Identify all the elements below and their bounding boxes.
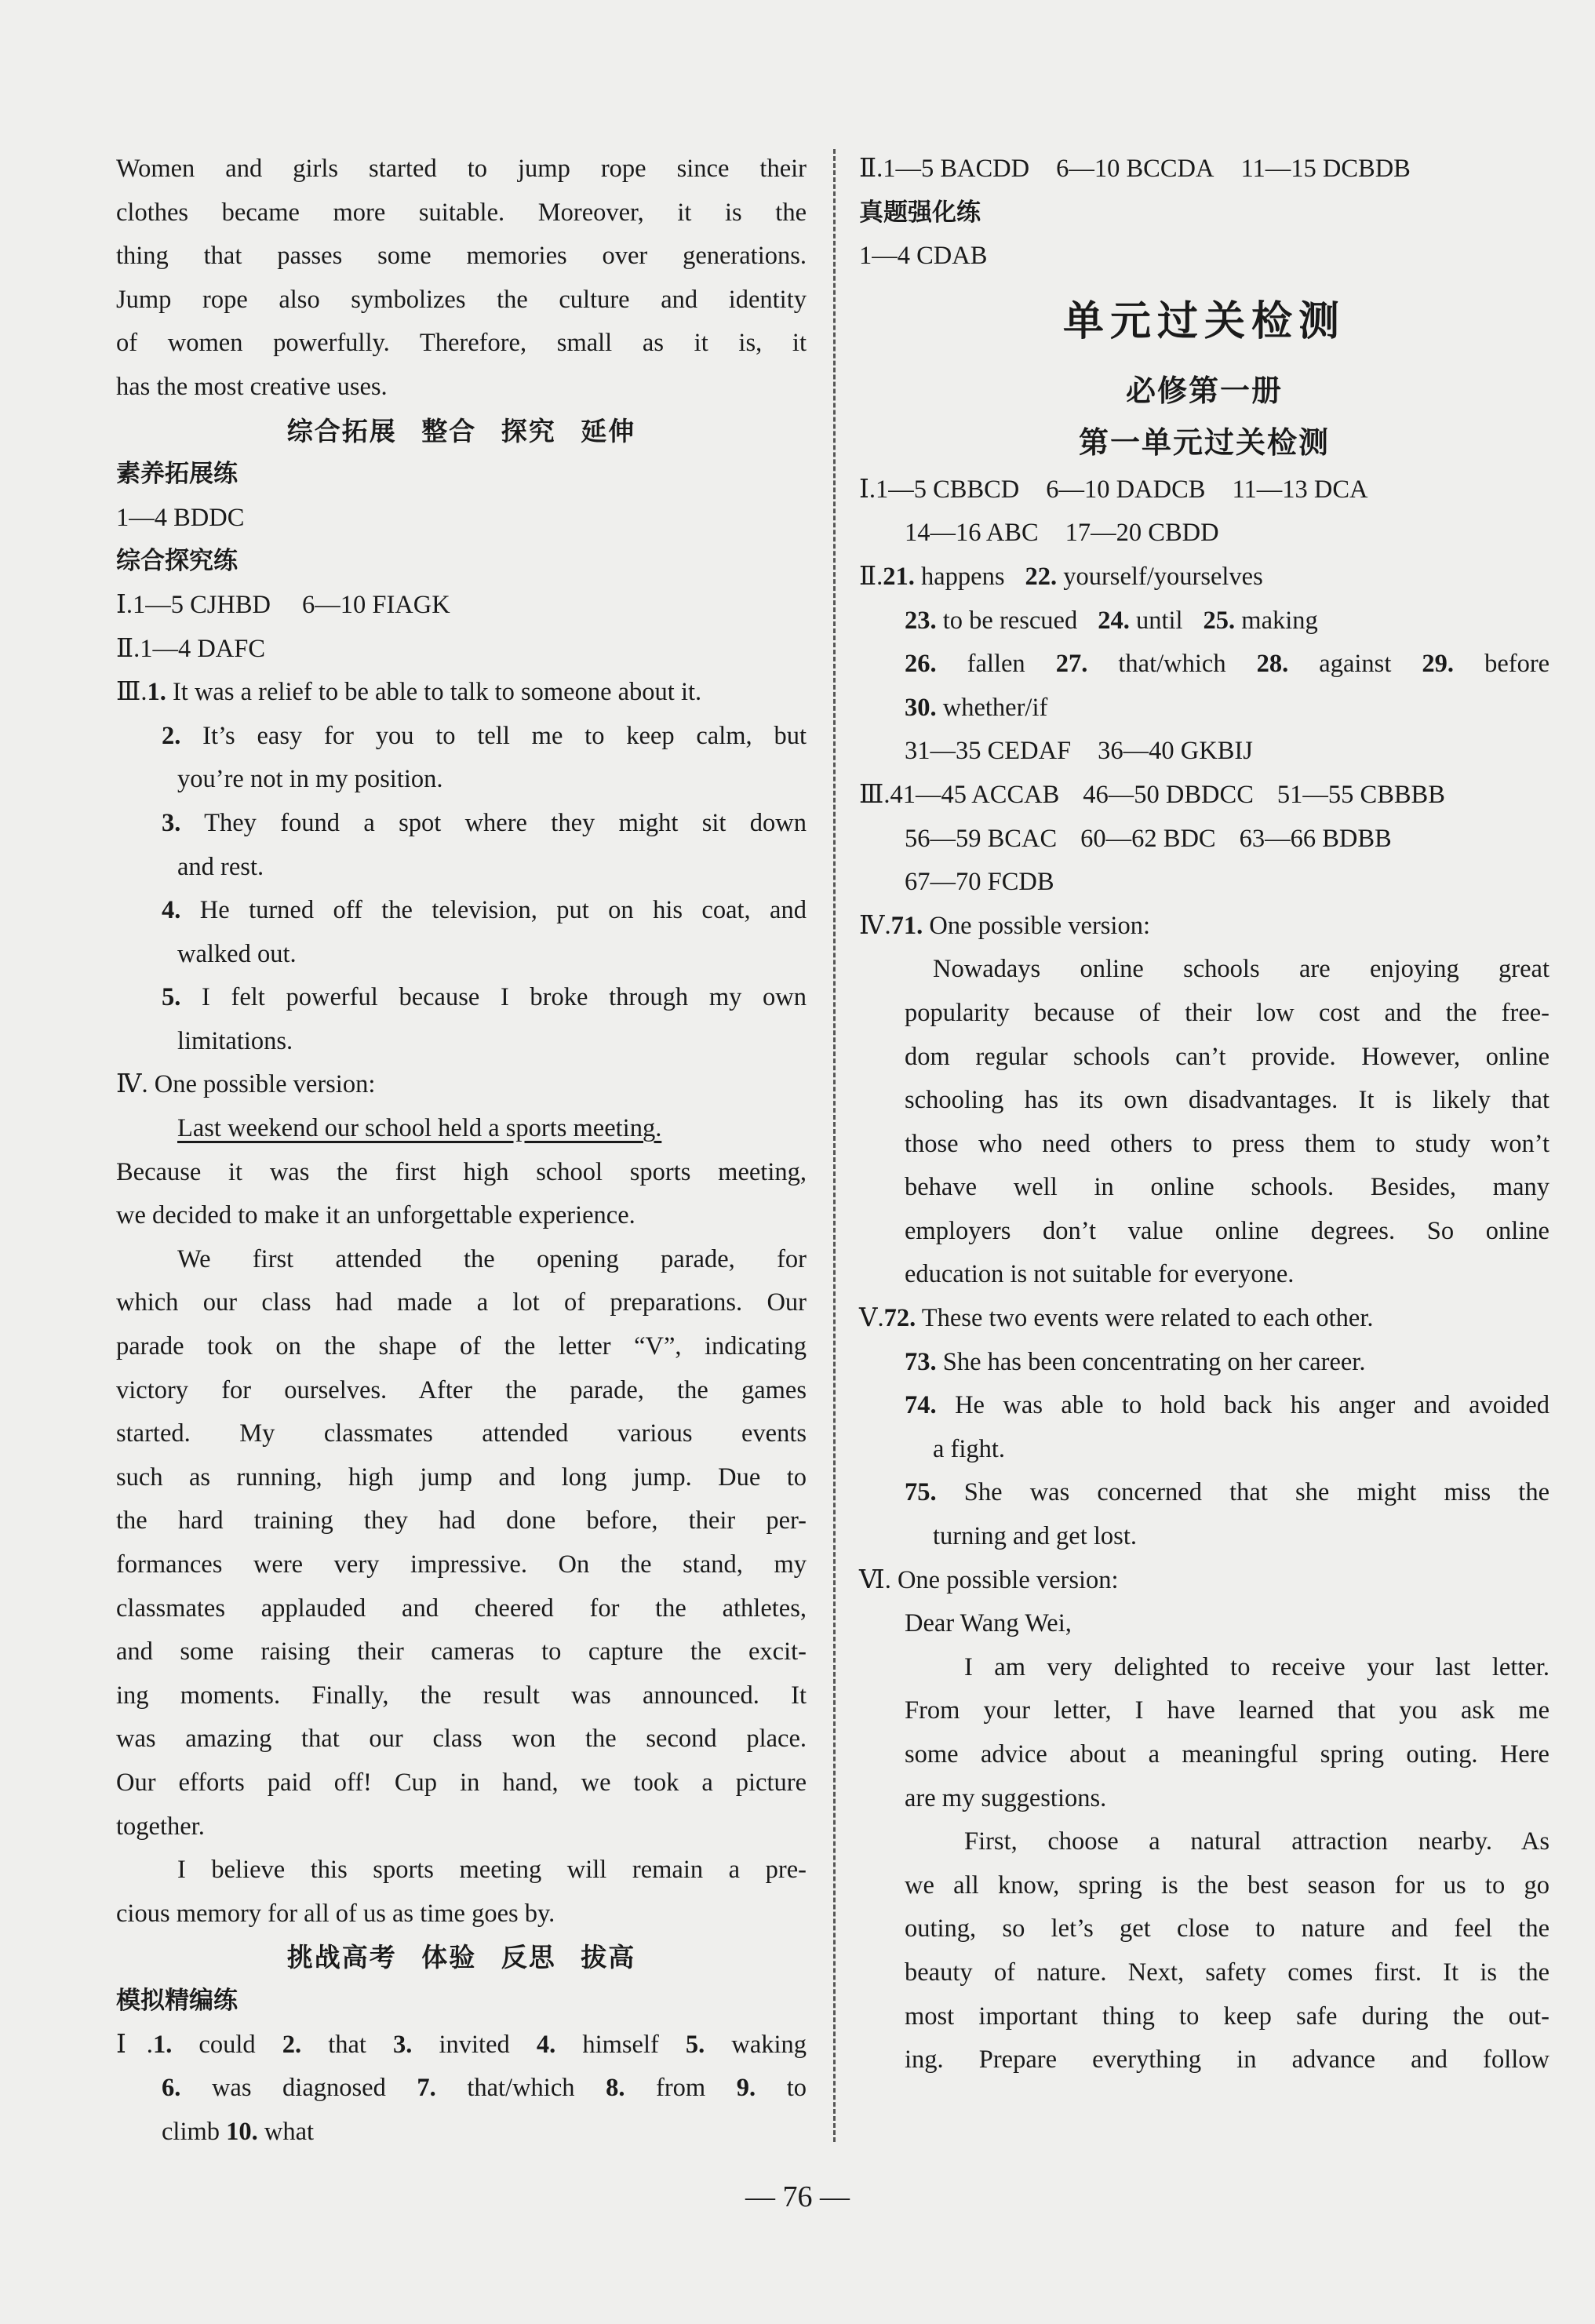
answer-line	[859, 730, 1549, 774]
answer-word: whether/if	[942, 693, 1048, 722]
item-number: 30.	[905, 693, 937, 722]
answer-word: was diagnosed	[211, 2074, 386, 2103]
item-number: 4.	[536, 2030, 556, 2059]
subsection-heading: 综合探究练	[116, 547, 238, 576]
item-number: 6.	[162, 2074, 181, 2103]
item-number: 7.	[417, 2074, 436, 2103]
sentence: It’s easy for you to tell me to keep calm, but	[202, 721, 807, 750]
answer-line	[859, 1297, 1549, 1341]
answer-item: 63—66 BDBB	[1239, 824, 1392, 853]
answer-word: to be rescued	[942, 606, 1078, 635]
essay-line: Our efforts paid off! Cup in hand, we took a picture	[116, 1768, 807, 1797]
letter-line: ing. Prepare everything in advance and follow	[905, 2045, 1549, 2074]
item-number: 1.	[152, 2030, 173, 2059]
item-number: 75.	[905, 1478, 937, 1507]
item-number: 21.	[883, 562, 915, 591]
subsection-heading: 素养拓展练	[116, 460, 238, 489]
answer-word: that/which	[467, 2074, 575, 2103]
item-number: 10.	[226, 2117, 258, 2146]
answer-line	[859, 774, 1549, 818]
item-number: 74.	[905, 1391, 937, 1420]
answer-word: himself	[582, 2030, 659, 2059]
letter-line: I am very delighted to receive your last letter.	[964, 1652, 1549, 1681]
essay-line: together.	[116, 1812, 205, 1841]
right-column	[859, 148, 1549, 2082]
essay-line: I believe this sports meeting will remain a pre-	[177, 1856, 807, 1885]
item-number: 2.	[282, 2030, 302, 2059]
item-number: 71.	[890, 911, 923, 940]
essay-line: schooling has its own disadvantages. It is likely that	[905, 1086, 1549, 1115]
answer-line: 67—70 FCDB	[905, 868, 1054, 897]
answer-word: happens	[920, 562, 1005, 591]
essay-line: the hard training they had done before, their per-	[116, 1506, 807, 1535]
answer-line: Ⅵ. One possible version:	[859, 1565, 1119, 1594]
text-line: clothes became more suitable. Moreover, it is the	[116, 198, 807, 227]
text-line: has the most creative uses.	[116, 372, 388, 401]
answer-word: to	[786, 2074, 807, 2103]
answer-line: a fight.	[933, 1434, 1006, 1463]
section-heading: 挑战高考 体验 反思 拔高	[286, 1942, 636, 1973]
essay-line	[116, 1107, 807, 1151]
answer-line	[116, 584, 807, 628]
sentence: They found a spot where they might sit down	[204, 808, 807, 837]
sentence: She has been concentrating on her career.	[942, 1347, 1366, 1376]
unit-title: 第一单元过关检测	[1078, 424, 1330, 460]
answer-item: 6—10 DADCB	[1046, 475, 1206, 504]
answer-item: 6—10 BCCDA	[1056, 155, 1214, 183]
item-number: 25.	[1203, 606, 1236, 635]
answer-line	[859, 148, 1549, 191]
answer-word: fallen	[967, 650, 1025, 679]
page-number: — 76 —	[745, 2180, 850, 2213]
essay-line: employers don’t value online degrees. So online	[905, 1216, 1549, 1245]
item-number: 5.	[162, 983, 181, 1012]
answer-line	[116, 671, 807, 715]
item-number: 23.	[905, 606, 937, 635]
answer-line: limitations.	[177, 1026, 293, 1055]
essay-line: classmates applauded and cheered for the athletes,	[116, 1594, 807, 1623]
essay-line: dom regular schools can’t provide. However, online	[905, 1042, 1549, 1071]
test-title: 单元过关检测	[1062, 297, 1346, 345]
answer-line	[116, 889, 807, 933]
essay-line: education is not suitable for everyone.	[905, 1260, 1295, 1289]
column-divider	[833, 149, 836, 2142]
essay-line: ing moments. Finally, the result was announced. It	[116, 1681, 807, 1710]
essay-line: formances were very impressive. On the stand, my	[116, 1550, 807, 1579]
essay-line: started. My classmates attended various events	[116, 1419, 807, 1448]
answer-line	[859, 687, 1549, 730]
answer-word: that	[328, 2030, 366, 2059]
letter-line: are my suggestions.	[905, 1783, 1107, 1812]
essay-line: was amazing that our class won the second place.	[116, 1725, 807, 1754]
answer-line	[116, 976, 807, 1020]
item-number: 9.	[736, 2074, 756, 2103]
answer-word: against	[1319, 650, 1392, 679]
answer-item: 31—35 CEDAF	[905, 737, 1072, 766]
roman-label: Ⅳ.	[859, 911, 891, 940]
answer-word: making	[1241, 606, 1318, 635]
essay-line: victory for ourselves. After the parade, the games	[116, 1375, 807, 1404]
essay-line: popularity because of their low cost and the free-	[905, 998, 1549, 1027]
letter-line: outing, so let’s get close to nature and feel the	[905, 1914, 1549, 1943]
roman-label: Ⅲ.	[116, 678, 147, 707]
answer-line	[859, 643, 1549, 687]
essay-line: such as running, high jump and long jump. Due to	[116, 1463, 807, 1492]
answer-item: 46—50 DBDCC	[1083, 780, 1254, 809]
item-number: 8.	[606, 2074, 625, 2103]
subsection-heading: 真题强化练	[859, 198, 981, 227]
letter-line: beauty of nature. Next, safety comes first. It is the	[905, 1958, 1549, 1987]
answer-word: until	[1135, 606, 1183, 635]
essay-line: those who need others to press them to study won’t	[905, 1129, 1549, 1158]
answer-line	[116, 715, 807, 759]
answer-word: climb	[162, 2117, 220, 2146]
item-number: 26.	[905, 650, 937, 679]
roman-label: Ⅴ.	[859, 1304, 884, 1333]
item-number: 73.	[905, 1347, 937, 1376]
answer-item: 14—16 ABC	[905, 519, 1039, 548]
answer-line: walked out.	[177, 939, 297, 968]
answer-item: Ⅱ.1—5 BACDD	[859, 155, 1030, 183]
letter-line: From your letter, I have learned that you ask me	[905, 1696, 1549, 1725]
sentence: He turned off the television, put on his coat, and	[199, 896, 807, 925]
answer-item: Ⅲ.41—45 ACCAB	[859, 780, 1060, 809]
answer-word: yourself/yourselves	[1063, 562, 1263, 591]
letter-line: we all know, spring is the best season for us to go	[905, 1870, 1549, 1900]
answer-word: invited	[439, 2030, 510, 2059]
item-number: 3.	[162, 808, 181, 837]
answer-word: waking	[731, 2030, 807, 2059]
letter-line: most important thing to keep safe during the out-	[905, 2002, 1549, 2031]
letter-line: some advice about a meaningful spring outing. Here	[905, 1740, 1549, 1768]
answer-item: 60—62 BDC	[1080, 824, 1216, 853]
item-number: 1.	[147, 678, 166, 707]
answer-line: turning and get lost.	[933, 1522, 1137, 1551]
answer-line	[859, 1471, 1549, 1515]
answer-line: Ⅳ. One possible version:	[116, 1070, 376, 1099]
answer-line	[116, 2111, 807, 2155]
answer-line	[116, 2023, 807, 2067]
answer-line: 1—4 CDAB	[859, 242, 988, 271]
item-number: 24.	[1098, 606, 1130, 635]
answer-word: that/which	[1118, 650, 1226, 679]
sentence: She was concerned that she might miss the	[963, 1478, 1549, 1507]
letter-line: First, choose a natural attraction nearby. As	[964, 1827, 1549, 1856]
letter-line: Dear Wang Wei,	[905, 1609, 1072, 1638]
answer-item: 17—20 CBDD	[1065, 519, 1219, 548]
item-number: 4.	[162, 896, 181, 925]
text-line: thing that passes some memories over generations.	[116, 242, 807, 271]
answer-word: from	[656, 2074, 706, 2103]
answer-line	[116, 802, 807, 846]
answer-item: 36—40 GKBIJ	[1098, 737, 1253, 766]
roman-label: Ⅱ.	[859, 562, 883, 591]
answer-line	[859, 818, 1549, 861]
roman-label: Ⅰ.	[116, 2030, 153, 2059]
answer-line	[859, 599, 1549, 643]
answer-line	[859, 1341, 1549, 1385]
answer-line	[859, 1384, 1549, 1428]
answer-line: and rest.	[177, 852, 264, 881]
answer-word: what	[264, 2117, 315, 2146]
essay-line: Nowadays online schools are enjoying great	[933, 955, 1549, 984]
item-number: 29.	[1422, 650, 1455, 679]
answer-item: 6—10 FIAGK	[302, 590, 450, 619]
sentence: These two events were related to each other.	[921, 1304, 1374, 1333]
item-number: 28.	[1256, 650, 1289, 679]
sentence: It was a relief to be able to talk to someone about it.	[172, 678, 702, 707]
answer-item: Ⅰ.1—5 CBBCD	[859, 475, 1020, 504]
essay-line: cious memory for all of us as time goes by.	[116, 1899, 555, 1928]
answer-line: Ⅱ.1—4 DAFC	[116, 634, 266, 663]
answer-item: Ⅰ.1—5 CJHBD	[116, 590, 271, 619]
item-number: 27.	[1055, 650, 1088, 679]
answer-word: before	[1484, 650, 1550, 679]
answer-item: 11—15 DCBDB	[1240, 155, 1411, 183]
sentence: I felt powerful because I broke through my own	[202, 983, 807, 1012]
sentence: One possible version:	[929, 911, 1150, 940]
answer-item: 11—13 DCA	[1232, 475, 1368, 504]
essay-line: Because it was the first high school sports meeting,	[116, 1157, 807, 1186]
answer-line	[859, 512, 1549, 556]
essay-line: We first attended the opening parade, for	[177, 1244, 807, 1273]
answer-line	[859, 556, 1549, 599]
essay-line: behave well in online schools. Besides, many	[905, 1173, 1549, 1202]
essay-line: parade took on the shape of the letter “V”, indicating	[116, 1332, 807, 1361]
answer-item: 56—59 BCAC	[905, 824, 1058, 853]
answer-item: 51—55 CBBBB	[1276, 780, 1445, 809]
essay-line: which our class had made a lot of preparations. Our	[116, 1288, 807, 1317]
item-number: 2.	[162, 721, 181, 750]
item-number: 5.	[685, 2030, 705, 2059]
item-number: 72.	[883, 1304, 916, 1333]
left-column	[116, 148, 807, 2154]
answer-word: could	[198, 2030, 256, 2059]
answer-line: you’re not in my position.	[177, 765, 443, 794]
item-number: 3.	[393, 2030, 413, 2059]
answer-line	[116, 2067, 807, 2111]
text-line: of women powerfully. Therefore, small as it is, it	[116, 329, 807, 358]
answer-line	[859, 905, 1549, 949]
book-title: 必修第一册	[1125, 373, 1283, 408]
sentence: He was able to hold back his anger and avoided	[955, 1391, 1549, 1420]
section-heading: 综合拓展 整合 探究 延伸	[286, 415, 636, 446]
answer-line: 1—4 BDDC	[116, 503, 245, 532]
underlined-sentence: Last weekend our school held a sports meeting.	[177, 1114, 662, 1143]
answer-line	[859, 468, 1549, 512]
subsection-heading: 模拟精编练	[116, 1986, 238, 2015]
item-number: 22.	[1025, 562, 1058, 591]
text-line: Jump rope also symbolizes the culture and identity	[116, 285, 807, 314]
text-line: Women and girls started to jump rope since their	[116, 155, 807, 183]
essay-line: we decided to make it an unforgettable experience.	[116, 1201, 635, 1230]
essay-line: and some raising their cameras to capture the excit-	[116, 1637, 807, 1667]
